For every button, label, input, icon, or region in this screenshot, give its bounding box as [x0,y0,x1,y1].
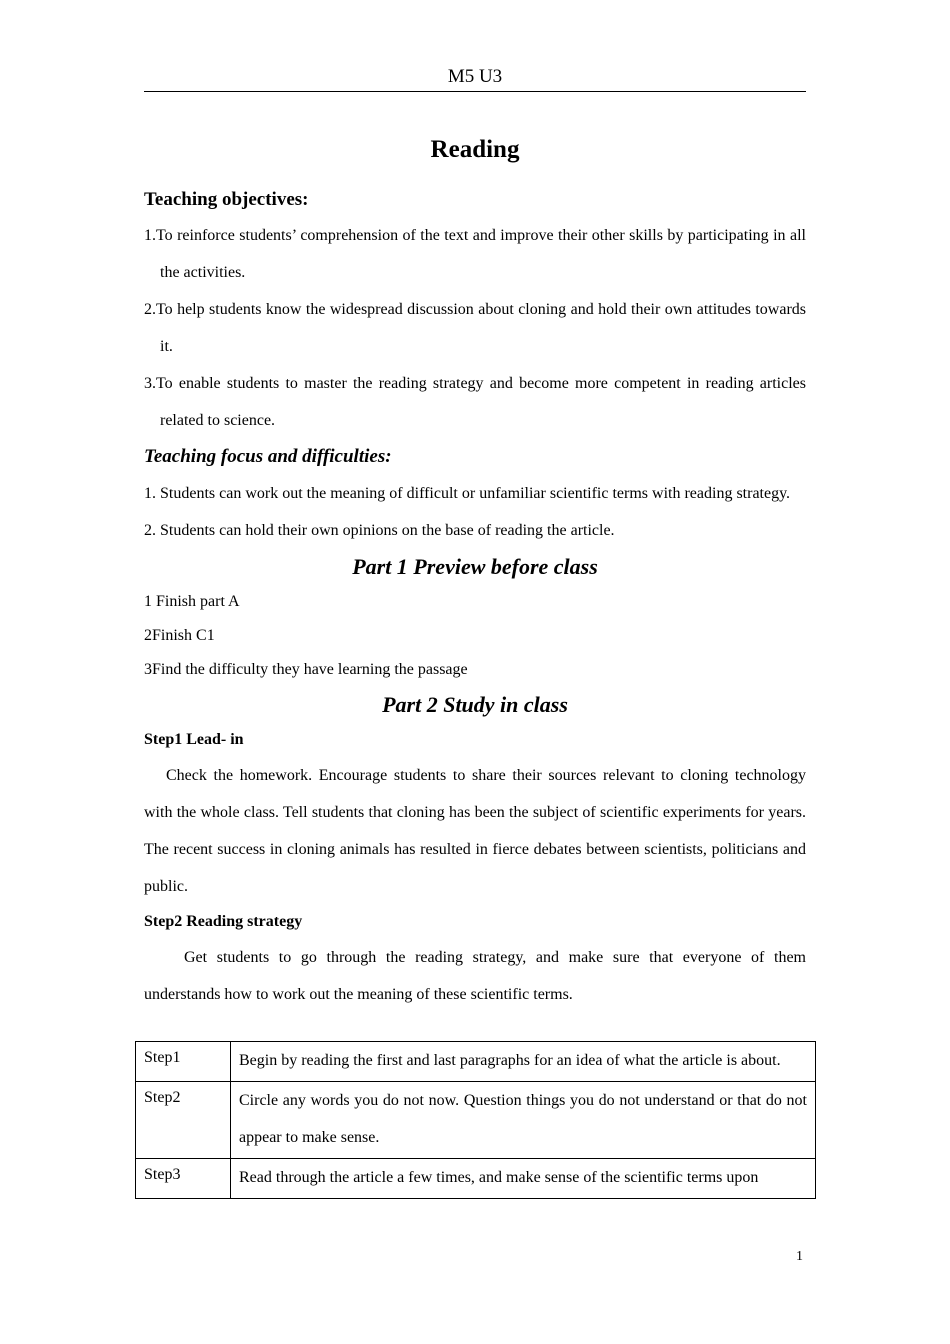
table-row [136,1159,816,1199]
table-cell-step: Step2 [136,1082,231,1159]
header-rule [144,91,806,92]
page-number: 1 [796,1249,803,1264]
step1-paragraph: Check the homework. Encourage students to share their sources relevant to cloning technology with the whole class. Tell students that cloning has been the subject of scientific experiments for years. The recent success in cloning animals has resulted in fierce debates between scientists, politicians and public. [144,767,806,895]
document-title: Reading [430,136,520,163]
objective-item: 1.To reinforce students’ comprehension of the text and improve their other skills by participating in all the activities. [144,227,806,281]
focus-item: 2. Students can hold their own opinions on the base of reading the article. [144,522,615,539]
page-header: M5 U3 [447,66,503,87]
part2-heading: Part 2 Study in class [382,692,568,717]
step1-label: Step1 Lead- in [144,731,244,748]
focus-item: 1. Students can work out the meaning of difficult or unfamiliar scientific terms with reading strategy. [144,485,791,502]
objective-item: 3.To enable students to master the reading strategy and become more competent in reading articles related to science. [144,375,806,429]
objective-item: 2.To help students know the widespread discussion about cloning and hold their own attitudes towards it. [144,301,806,355]
table-cell-step: Step1 [136,1042,231,1082]
preview-item: 2Finish C1 [144,627,215,644]
focus-heading: Teaching focus and difficulties: [144,446,392,467]
step2-paragraph: Get students to go through the reading strategy, and make sure that everyone of them understands how to work out the meaning of these scientific terms. [144,949,806,1003]
table-cell-text: Begin by reading the first and last paragraphs for an idea of what the article is about. [231,1042,816,1082]
table-cell-text: Circle any words you do not now. Question things you do not understand or that do not appear to make sense. [231,1082,816,1159]
page-content [144,130,806,1013]
table-cell-step: Step3 [136,1159,231,1199]
table-row [136,1082,816,1159]
objectives-heading: Teaching objectives: [144,189,309,210]
preview-item: 3Find the difficulty they have learning the passage [144,661,468,678]
preview-item: 1 Finish part A [144,593,240,610]
part1-heading: Part 1 Preview before class [352,554,598,579]
step2-label: Step2 Reading strategy [144,913,303,930]
reading-strategy-table [135,1041,816,1199]
table-cell-text: Read through the article a few times, and make sense of the scientific terms upon [231,1159,816,1199]
table-row [136,1042,816,1082]
